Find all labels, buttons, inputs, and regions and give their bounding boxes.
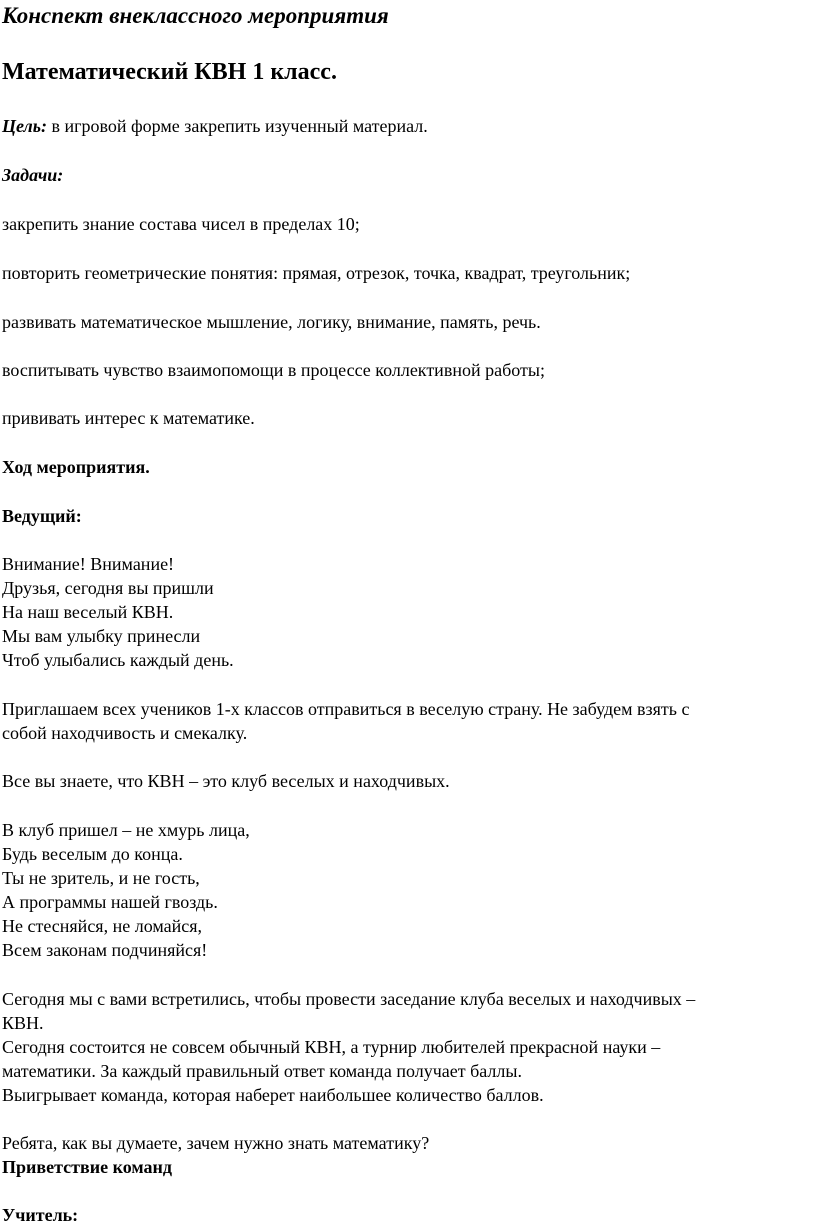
goal-label: Цель:	[2, 116, 47, 136]
host-label: Ведущий:	[2, 506, 82, 526]
intro-line: Выигрывает команда, которая наберет наибольшее количество баллов.	[2, 1085, 544, 1105]
poem-line: На наш веселый КВН.	[2, 602, 174, 622]
poem-line: Чтоб улыбались каждый день.	[2, 650, 234, 670]
poem-line: Ты не зритель, и не гость,	[2, 868, 200, 888]
goal-text: в игровой форме закрепить изученный материал.	[47, 116, 428, 136]
poem-line: В клуб пришел – не хмурь лица,	[2, 820, 250, 840]
goal-line	[2, 114, 428, 138]
task-item: закрепить знание состава чисел в пределах 10;	[2, 214, 360, 234]
progress-heading: Ход мероприятия.	[2, 457, 150, 477]
poem-line: Мы вам улыбку принесли	[2, 626, 201, 646]
tasks-label: Задачи:	[2, 165, 64, 185]
task-item: повторить геометрические понятия: прямая, отрезок, точка, квадрат, треугольник;	[2, 263, 631, 283]
task-item: прививать интерес к математике.	[2, 408, 255, 428]
greeting-heading: Приветствие команд	[2, 1157, 172, 1177]
poem-line: Не стесняйся, не ломайся,	[2, 916, 203, 936]
teacher-label: Учитель:	[2, 1205, 79, 1225]
event-title: Математический КВН 1 класс.	[2, 59, 337, 85]
poem-line: Внимание! Внимание!	[2, 554, 175, 574]
task-item: развивать математическое мышление, логику, внимание, память, речь.	[2, 312, 541, 332]
invite-line: собой находчивость и смекалку.	[2, 723, 248, 743]
task-item: воспитывать чувство взаимопомощи в процессе коллективной работы;	[2, 360, 545, 380]
poem-line: Друзья, сегодня вы пришли	[2, 578, 214, 598]
poem-line: Всем законам подчиняйся!	[2, 940, 208, 960]
invite-line: Приглашаем всех учеников 1-х классов отправиться в веселую страну. Не забудем взять с	[2, 699, 690, 719]
intro-line: Сегодня мы с вами встретились, чтобы провести заседание клуба веселых и находчивых –	[2, 989, 696, 1009]
poem-line: Будь веселым до конца.	[2, 844, 183, 864]
poem-line: А программы нашей гвоздь.	[2, 892, 218, 912]
intro-line: КВН.	[2, 1013, 44, 1033]
kvn-line: Все вы знаете, что КВН – это клуб веселых и находчивых.	[2, 771, 450, 791]
intro-line: Сегодня состоится не совсем обычный КВН, а турнир любителей прекрасной науки –	[2, 1037, 661, 1057]
intro-line: математики. За каждый правильный ответ команда получает баллы.	[2, 1061, 522, 1081]
question-line: Ребята, как вы думаете, зачем нужно знать математику?	[2, 1133, 430, 1153]
doc-title: Конспект внеклассного мероприятия	[2, 3, 389, 28]
